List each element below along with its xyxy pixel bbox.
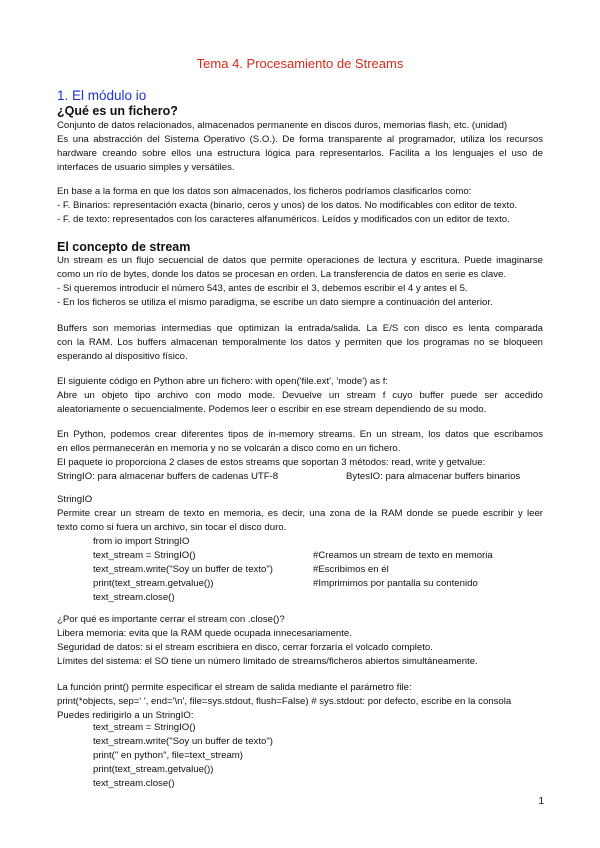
list-item: - F. Binarios: representación exacta (binario, ceros y unos) de los datos. No modificables con editor de texto. bbox=[57, 200, 518, 212]
text-line: Seguridad de datos: si el stream escribiera en disco, cerrar forzaría el volcado completo. bbox=[57, 642, 433, 654]
subsection-heading-fichero: ¿Qué es un fichero? bbox=[57, 104, 178, 118]
code-line: text_stream = StringIO() bbox=[93, 722, 196, 733]
text-line: Abre un objeto tipo archivo con modo mode. Devuelve un stream f cuyo buffer puede ser accedido bbox=[57, 390, 543, 402]
code-line: text_stream.close() bbox=[93, 778, 175, 790]
code-line: print(text_stream.getvalue()) bbox=[93, 764, 214, 776]
paragraph-stringio bbox=[57, 493, 543, 535]
text-line: Un stream es un flujo secuencial de datos que permite operaciones de lectura y escritura. Puede imaginarse bbox=[57, 255, 543, 266]
paragraph-stream-concept bbox=[57, 254, 543, 310]
code-line bbox=[57, 591, 543, 605]
code-text: text_stream.write("Soy un buffer de texto") bbox=[93, 564, 273, 576]
text-line: Permite crear un stream de texto en memoria, es decir, una zona de la RAM donde se puede escribir y leer bbox=[57, 508, 543, 520]
list-item: - F. de texto: representados con los caracteres alfanuméricos. Leídos y modificados con un editor de texto. bbox=[57, 214, 510, 226]
text-line: Buffers son memorias intermedias que optimizan la entrada/salida. La E/S con disco es lenta comparada bbox=[57, 323, 543, 334]
text-line: La función print() permite especificar el stream de salida mediante el parámetro file: bbox=[57, 682, 412, 693]
code-block-print-redirect bbox=[57, 721, 543, 791]
text-line: El paquete io proporciona 2 clases de estos streams que soportan 3 métodos: read, write y getvalue: bbox=[57, 457, 486, 469]
text-line: aleatoriamente o secuencialmente. Podemos leer o escribir en ese stream dependiendo de su modo. bbox=[57, 404, 487, 416]
code-comment: #Creamos un stream de texto en memoria bbox=[313, 550, 493, 562]
code-text: text_stream.close() bbox=[93, 592, 175, 604]
text-line: en ellos permanecerán en memoria y no se volcarán a disco como en un fichero. bbox=[57, 443, 401, 455]
text-line: como un río de bytes, donde los datos se procesan en orden. La transferencia de datos en serie es clave. bbox=[57, 269, 507, 281]
code-text: text_stream = StringIO() bbox=[93, 550, 196, 562]
text-line: El siguiente código en Python abre un fichero: with open('file.ext', 'mode') as f: bbox=[57, 376, 389, 387]
document-title: Tema 4. Procesamiento de Streams bbox=[196, 56, 404, 71]
text-line: interfaces de usuario simples y versátiles. bbox=[57, 162, 235, 174]
code-text: from io import StringIO bbox=[93, 536, 190, 547]
text-line: En base a la forma en que los datos son almacenados, los ficheros podríamos clasificarlos como: bbox=[57, 186, 472, 197]
paragraph-memory-streams bbox=[57, 428, 543, 484]
stringio-class-description: StringIO: para almacenar buffers de cadenas UTF-8 bbox=[57, 471, 279, 483]
stringio-heading: StringIO bbox=[57, 494, 93, 505]
code-comment: #Imprimimos por pantalla su contenido bbox=[313, 578, 478, 590]
text-line: Es una abstracción del Sistema Operativo (S.O.). De forma transparente al programador, utiliza los recursos bbox=[57, 134, 543, 146]
code-line: text_stream.write("Soy un buffer de texto") bbox=[93, 736, 273, 748]
text-line: Límites del sistema: el SO tiene un número limitado de streams/ficheros abiertos simultáneamente. bbox=[57, 656, 478, 668]
text-line: print(*objects, sep=' ', end='\n', file=sys.stdout, flush=False) # sys.stdout: por defecto, escribe en la consola bbox=[57, 696, 512, 708]
paragraph-print-function bbox=[57, 681, 543, 723]
text-line: Libera memoria: evita que la RAM quede ocupada innecesariamente. bbox=[57, 628, 352, 640]
text-line: Puedes redirigirlo a un StringIO: bbox=[57, 710, 194, 722]
text-line: texto como si fuera un archivo, sin tocar el disco duro. bbox=[57, 522, 287, 534]
text-line: ¿Por qué es importante cerrar el stream con .close()? bbox=[57, 614, 285, 625]
paragraph-buffers bbox=[57, 322, 543, 364]
paragraph-close-importance bbox=[57, 613, 543, 669]
section-heading-modulo-io: 1. El módulo io bbox=[57, 88, 147, 103]
bytesio-class-description: BytesIO: para almacenar buffers binarios bbox=[346, 471, 521, 483]
code-line bbox=[57, 549, 543, 563]
paragraph-clasificacion bbox=[57, 185, 543, 227]
text-line: Conjunto de datos relacionados, almacenados permanente en discos duros, memorias flash, etc. (unidad) bbox=[57, 120, 508, 131]
paragraph-fichero-definition bbox=[57, 119, 543, 175]
stream-classes-row bbox=[57, 470, 543, 484]
text-line: hardware creando sobre ellos una estructura lógica para representarlos. Facilita a los lenguajes el uso de bbox=[57, 148, 543, 160]
paragraph-python-open bbox=[57, 375, 543, 417]
subsection-heading-stream: El concepto de stream bbox=[57, 240, 191, 254]
code-block-stringio bbox=[57, 535, 543, 605]
code-line: print(" en python", file=text_stream) bbox=[93, 750, 243, 762]
text-line: En Python, podemos crear diferentes tipos de in-memory streams. En un stream, los datos que escribamos bbox=[57, 429, 543, 440]
text-line: con la RAM. Los buffers almacenan temporalmente los datos y permiten que los programas no se bloqueen bbox=[57, 337, 543, 349]
code-comment: #Escribimos en él bbox=[313, 564, 389, 576]
code-line bbox=[57, 577, 543, 591]
list-item: - En los ficheros se utiliza el mismo paradigma, se escribe un dato siempre a continuación del anterior. bbox=[57, 297, 493, 309]
list-item: - Si queremos introducir el número 543, antes de escribir el 3, debemos escribir el 4 y antes el 5. bbox=[57, 283, 468, 295]
text-line: esperando al dispositivo físico. bbox=[57, 351, 188, 363]
code-text: print(text_stream.getvalue()) bbox=[93, 578, 214, 590]
page-number: 1 bbox=[538, 796, 544, 807]
code-line bbox=[57, 563, 543, 577]
code-line bbox=[57, 535, 543, 549]
